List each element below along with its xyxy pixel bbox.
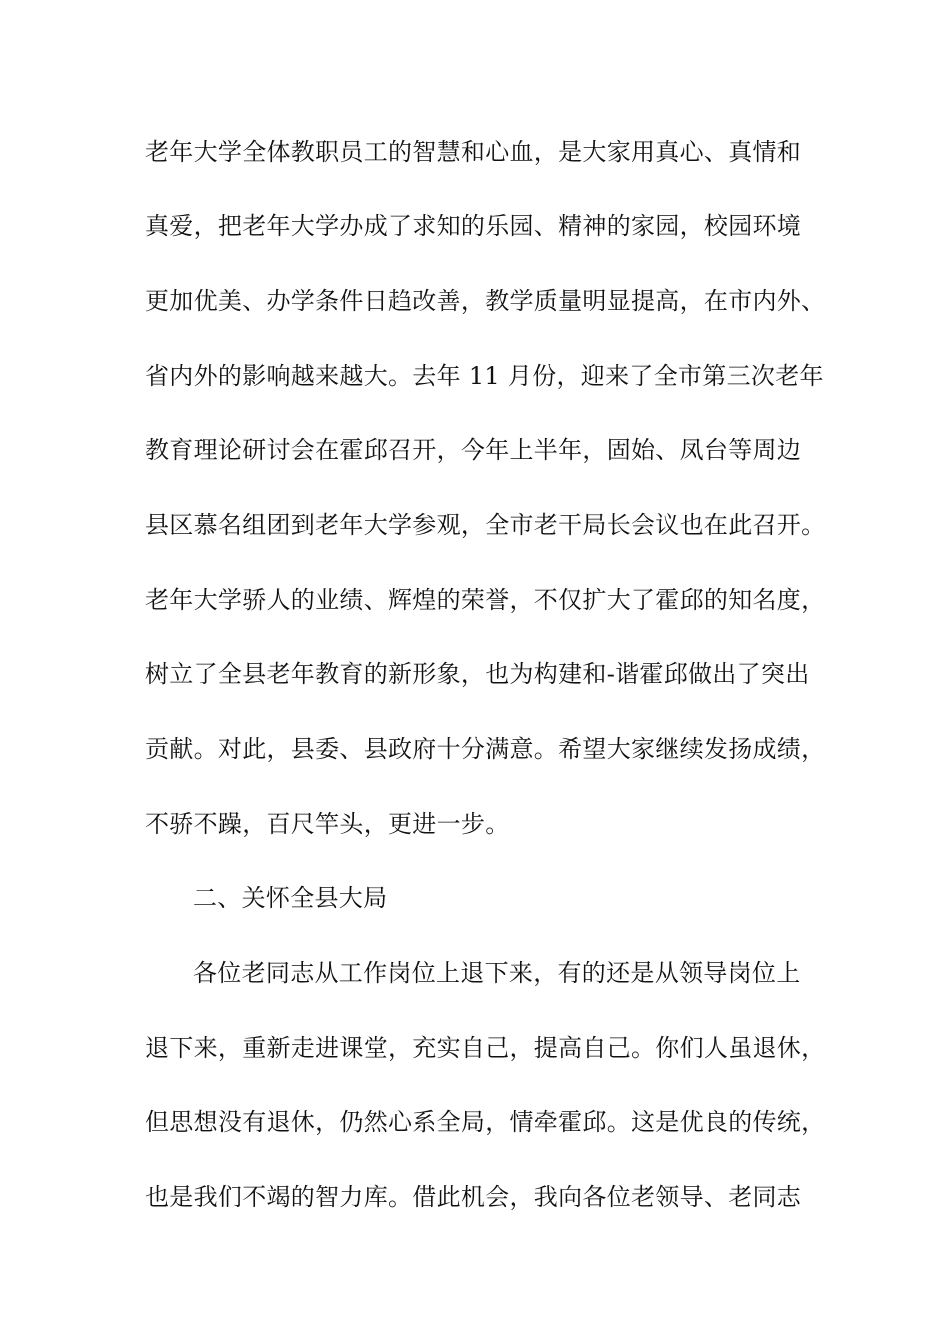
- text-line: 也是我们不竭的智力库。借此机会，我向各位老领导、老同志: [145, 1183, 802, 1211]
- text-line: 不骄不躁，百尺竿头，更进一步。: [145, 810, 510, 838]
- text-line: 但思想没有退休，仍然心系全局，情牵霍邱。这是优良的传统，: [145, 1108, 826, 1136]
- section-heading: 二、关怀全县大局: [193, 884, 388, 912]
- text-line: 老年大学骄人的业绩、辉煌的荣誉，不仅扩大了霍邱的知名度，: [145, 586, 826, 614]
- text-line: 教育理论研讨会在霍邱召开，今年上半年，固始、凤台等周边: [145, 436, 802, 464]
- text-line: 贡献。对此，县委、县政府十分满意。希望大家继续发扬成绩，: [145, 735, 826, 763]
- text-line: 退下来，重新走进课堂，充实自己，提高自己。你们人虽退休，: [145, 1034, 826, 1062]
- text-line: 树立了全县老年教育的新形象，也为构建和-谐霍邱做出了突出: [145, 660, 810, 688]
- text-line: 县区慕名组团到老年大学参观，全市老干局长会议也在此召开。: [145, 511, 826, 539]
- paragraph-first-line: 各位老同志从工作岗位上退下来，有的还是从领导岗位上: [193, 959, 801, 987]
- text-line: 省内外的影响越来越大。去年 11 月份，迎来了全市第三次老年: [145, 362, 824, 390]
- text-line: 更加优美、办学条件日趋改善，教学质量明显提高，在市内外、: [145, 287, 826, 315]
- text-line: 真爱，把老年大学办成了求知的乐园、精神的家园，校园环境: [145, 212, 802, 240]
- text-line: 老年大学全体教职员工的智慧和心血，是大家用真心、真情和: [145, 138, 802, 166]
